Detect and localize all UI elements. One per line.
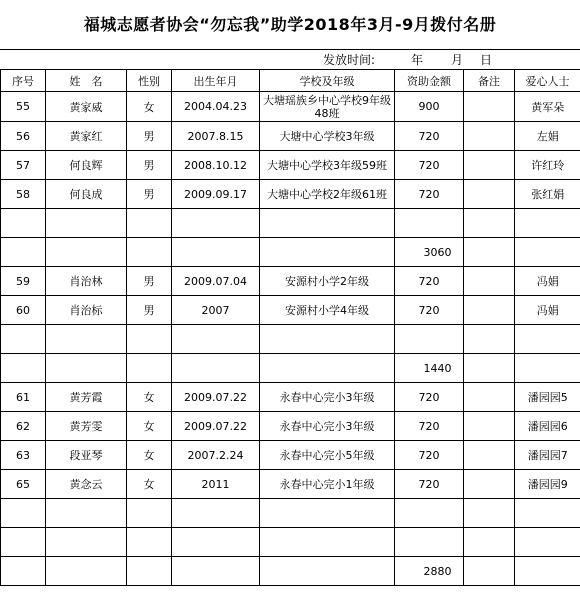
table-row xyxy=(1,557,580,586)
table-row xyxy=(1,441,580,470)
cell-birth: 2007.2.24 xyxy=(172,441,260,470)
cell-no xyxy=(1,499,46,528)
cell-note xyxy=(464,180,515,209)
cell-note xyxy=(464,557,515,586)
cell-gender xyxy=(127,528,172,557)
cell-school: 大塘中心学校3年级59班 xyxy=(260,151,395,180)
cell-gender: 男 xyxy=(127,267,172,296)
cell-name xyxy=(46,557,127,586)
cell-donor: 许红玲 xyxy=(515,151,580,180)
cell-birth: 2009.09.17 xyxy=(172,180,260,209)
cell-donor xyxy=(515,354,580,383)
page-title: 福城志愿者协会“勿忘我”助学2018年3月-9月拨付名册 xyxy=(83,15,497,34)
cell-amount: 3060 xyxy=(395,238,464,267)
table-body xyxy=(1,92,580,586)
day-label: 日 xyxy=(480,53,493,67)
cell-no: 57 xyxy=(1,151,46,180)
cell-name: 何良成 xyxy=(46,180,127,209)
cell-donor: 潘园园5 xyxy=(515,383,580,412)
cell-note xyxy=(464,296,515,325)
cell-gender xyxy=(127,325,172,354)
cell-amount: 720 xyxy=(395,470,464,499)
table-row xyxy=(1,122,580,151)
cell-no xyxy=(1,325,46,354)
cell-no: 61 xyxy=(1,383,46,412)
cell-school xyxy=(260,238,395,267)
cell-no: 59 xyxy=(1,267,46,296)
table-row xyxy=(1,528,580,557)
cell-no: 62 xyxy=(1,412,46,441)
cell-school: 安源村小学4年级 xyxy=(260,296,395,325)
header-donor: 爱心人士 xyxy=(515,70,580,92)
cell-donor: 冯娟 xyxy=(515,296,580,325)
cell-note xyxy=(464,412,515,441)
cell-gender: 男 xyxy=(127,296,172,325)
cell-amount xyxy=(395,209,464,238)
cell-amount: 1440 xyxy=(395,354,464,383)
cell-no: 60 xyxy=(1,296,46,325)
cell-note xyxy=(464,238,515,267)
header-no: 序号 xyxy=(1,70,46,92)
cell-school: 永春中心完小3年级 xyxy=(260,412,395,441)
cell-donor xyxy=(515,557,580,586)
cell-gender xyxy=(127,499,172,528)
cell-birth: 2004.04.23 xyxy=(172,92,260,122)
cell-amount: 720 xyxy=(395,180,464,209)
cell-name: 黄芳霞 xyxy=(46,383,127,412)
table-header-row xyxy=(1,70,580,92)
cell-donor: 张红娟 xyxy=(515,180,580,209)
cell-amount xyxy=(395,325,464,354)
cell-no xyxy=(1,354,46,383)
cell-note xyxy=(464,383,515,412)
cell-birth xyxy=(172,209,260,238)
table-row xyxy=(1,383,580,412)
funding-table xyxy=(0,69,580,586)
table-row xyxy=(1,267,580,296)
cell-birth xyxy=(172,557,260,586)
cell-amount: 720 xyxy=(395,122,464,151)
cell-note xyxy=(464,441,515,470)
cell-no: 63 xyxy=(1,441,46,470)
cell-gender xyxy=(127,209,172,238)
cell-school: 永春中心完小1年级 xyxy=(260,470,395,499)
cell-amount: 720 xyxy=(395,383,464,412)
cell-no: 58 xyxy=(1,180,46,209)
table-row xyxy=(1,92,580,122)
cell-amount: 720 xyxy=(395,412,464,441)
cell-gender: 男 xyxy=(127,122,172,151)
cell-name: 黄念云 xyxy=(46,470,127,499)
cell-school: 大塘瑶族乡中心学校9年级48班 xyxy=(260,92,395,122)
cell-birth xyxy=(172,238,260,267)
cell-amount: 720 xyxy=(395,296,464,325)
cell-note xyxy=(464,499,515,528)
cell-note xyxy=(464,528,515,557)
cell-note xyxy=(464,354,515,383)
cell-gender xyxy=(127,557,172,586)
cell-donor xyxy=(515,325,580,354)
cell-donor xyxy=(515,528,580,557)
cell-school xyxy=(260,325,395,354)
issue-date-row xyxy=(0,49,580,69)
cell-birth xyxy=(172,528,260,557)
cell-school: 大塘中心学校2年级61班 xyxy=(260,180,395,209)
header-school: 学校及年级 xyxy=(260,70,395,92)
table-row xyxy=(1,151,580,180)
cell-note xyxy=(464,92,515,122)
cell-amount: 900 xyxy=(395,92,464,122)
cell-name: 何良辉 xyxy=(46,151,127,180)
cell-note xyxy=(464,151,515,180)
cell-no: 55 xyxy=(1,92,46,122)
cell-gender: 女 xyxy=(127,470,172,499)
cell-gender: 男 xyxy=(127,151,172,180)
issue-date-label: 发放时间: xyxy=(323,53,376,67)
cell-note xyxy=(464,470,515,499)
cell-no xyxy=(1,209,46,238)
cell-donor: 潘园园9 xyxy=(515,470,580,499)
cell-birth: 2011 xyxy=(172,470,260,499)
table-row xyxy=(1,412,580,441)
cell-name: 黄芳雯 xyxy=(46,412,127,441)
header-gender: 性别 xyxy=(127,70,172,92)
cell-school xyxy=(260,528,395,557)
cell-school: 永春中心完小5年级 xyxy=(260,441,395,470)
cell-name xyxy=(46,528,127,557)
cell-amount: 720 xyxy=(395,151,464,180)
header-birth: 出生年月 xyxy=(172,70,260,92)
cell-amount xyxy=(395,499,464,528)
cell-school xyxy=(260,209,395,238)
table-row xyxy=(1,499,580,528)
cell-donor: 潘园园7 xyxy=(515,441,580,470)
cell-no xyxy=(1,528,46,557)
cell-name: 黄家红 xyxy=(46,122,127,151)
table-row xyxy=(1,209,580,238)
cell-birth: 2009.07.22 xyxy=(172,383,260,412)
cell-birth: 2008.10.12 xyxy=(172,151,260,180)
cell-gender: 女 xyxy=(127,441,172,470)
cell-name xyxy=(46,325,127,354)
cell-name: 肖治林 xyxy=(46,267,127,296)
cell-name: 肖治标 xyxy=(46,296,127,325)
header-amount: 资助金额 xyxy=(395,70,464,92)
cell-birth: 2007.8.15 xyxy=(172,122,260,151)
year-label: 年 xyxy=(411,53,424,67)
cell-school xyxy=(260,499,395,528)
cell-name xyxy=(46,209,127,238)
cell-no: 65 xyxy=(1,470,46,499)
cell-school xyxy=(260,354,395,383)
table-row xyxy=(1,325,580,354)
cell-note xyxy=(464,122,515,151)
cell-donor xyxy=(515,209,580,238)
cell-no xyxy=(1,557,46,586)
cell-donor xyxy=(515,238,580,267)
cell-birth: 2009.07.04 xyxy=(172,267,260,296)
cell-gender: 男 xyxy=(127,180,172,209)
header-note: 备注 xyxy=(464,70,515,92)
cell-amount: 720 xyxy=(395,267,464,296)
table-row xyxy=(1,470,580,499)
month-label: 月 xyxy=(451,53,464,67)
cell-birth: 2009.07.22 xyxy=(172,412,260,441)
header-name: 姓 名 xyxy=(46,70,127,92)
cell-gender: 女 xyxy=(127,383,172,412)
cell-gender xyxy=(127,354,172,383)
cell-birth: 2007 xyxy=(172,296,260,325)
cell-name: 段亚琴 xyxy=(46,441,127,470)
cell-gender: 女 xyxy=(127,412,172,441)
cell-no xyxy=(1,238,46,267)
cell-school xyxy=(260,557,395,586)
table-row xyxy=(1,180,580,209)
cell-no: 56 xyxy=(1,122,46,151)
cell-name: 黄家威 xyxy=(46,92,127,122)
cell-amount xyxy=(395,528,464,557)
cell-note xyxy=(464,209,515,238)
cell-donor: 潘园园6 xyxy=(515,412,580,441)
cell-name xyxy=(46,238,127,267)
cell-donor: 黄军朵 xyxy=(515,92,580,122)
cell-school: 永春中心完小3年级 xyxy=(260,383,395,412)
cell-birth xyxy=(172,325,260,354)
cell-birth xyxy=(172,354,260,383)
table-row xyxy=(1,238,580,267)
cell-name xyxy=(46,354,127,383)
cell-birth xyxy=(172,499,260,528)
cell-gender: 女 xyxy=(127,92,172,122)
table-row xyxy=(1,354,580,383)
cell-amount: 720 xyxy=(395,441,464,470)
cell-note xyxy=(464,267,515,296)
cell-amount: 2880 xyxy=(395,557,464,586)
cell-gender xyxy=(127,238,172,267)
cell-school: 大塘中心学校3年级 xyxy=(260,122,395,151)
cell-donor: 左娟 xyxy=(515,122,580,151)
cell-donor: 冯娟 xyxy=(515,267,580,296)
cell-note xyxy=(464,325,515,354)
table-row xyxy=(1,296,580,325)
cell-school: 安源村小学2年级 xyxy=(260,267,395,296)
cell-donor xyxy=(515,499,580,528)
cell-name xyxy=(46,499,127,528)
